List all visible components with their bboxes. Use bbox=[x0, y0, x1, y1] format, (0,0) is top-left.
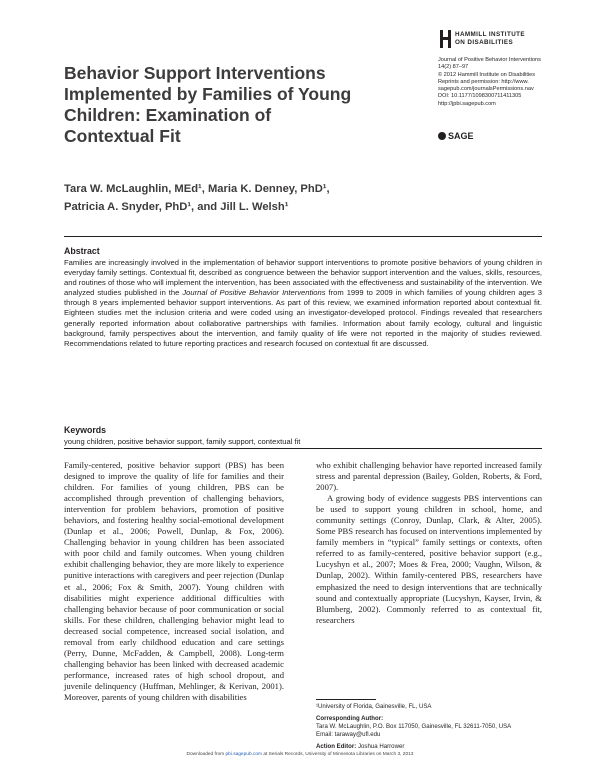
journal-title-italic: Journal of Positive Behavior Interventions bbox=[182, 288, 326, 298]
publisher-logo bbox=[440, 30, 560, 52]
action-editor: Action Editor: Joshua Harrower bbox=[316, 743, 405, 750]
journal-url[interactable]: http://jpbi.sagepub.com bbox=[438, 100, 496, 107]
sage-logo bbox=[438, 131, 474, 141]
footnote-divider bbox=[316, 699, 376, 700]
publisher-name-line2: ON DISABILITIES bbox=[455, 39, 514, 46]
divider bbox=[64, 236, 542, 237]
body-left-column bbox=[64, 460, 284, 703]
affiliation-note: ¹University of Florida, Gainesville, FL, USA bbox=[316, 703, 432, 710]
author-line-1: Tara W. McLaughlin, MEd¹, Maria K. Denney, PhD¹, bbox=[64, 183, 330, 195]
body-paragraph: Family-centered, positive behavior support (PBS) has been designed to improve the quality of life for families and their children. For families of young children, PBS can be accomplished through prevention of challenging behaviors, intervention for problem behaviors, promotion of positive behaviors, and fostering healthy social-emotional development (Dunlap et al., 2006; Powell, Dunlap, & Fox, 2006). Challenging behavior in young children has been associated with poor child and family outcomes. When young children exhibit challenging behavior, they are more likely to experience punitive interactions with caregivers and peer rejection (Dunlap et al., 2006; Fox & Smith, 2007). Young children with disabilities might experience additional difficulties with challenging behavior because of poor communication or social skills. For these children, challenging behavior might lead to decreased social competence, increased social isolation, and removal from early childhood education and care settings (Perry, Dunne, McFadden, & Campbell, 2008). Long-term challenging behavior has been linked with decreased academic performance, increased rates of high school dropout, and juvenile delinquency (Huffman, Mehlinger, & Kerivan, 2001). Moreover, parents of young children with disabilities bbox=[64, 460, 284, 702]
copyright: © 2012 Hammill Institute on Disabilities bbox=[438, 71, 536, 78]
corresponding-author-email[interactable]: Email: taraway@ufl.edu bbox=[316, 731, 381, 738]
corresponding-author-address: Tara W. McLaughlin, P.O. Box 117050, Gainesville, FL 32611-7050, USA bbox=[316, 723, 512, 730]
keywords-text: young children, positive behavior support, family support, contextual fit bbox=[64, 437, 301, 446]
keywords-heading: Keywords bbox=[64, 425, 107, 435]
download-link[interactable]: pbi.sagepub.com bbox=[225, 752, 263, 757]
divider bbox=[64, 448, 542, 449]
permissions-url[interactable]: sagepub.com/journalsPermissions.nav bbox=[438, 86, 534, 93]
author-list bbox=[64, 181, 414, 216]
journal-volume: 14(2) 87–97 bbox=[438, 64, 469, 71]
body-paragraph: who exhibit challenging behavior have reported increased family stress and parental depression (Bailey, Golden, Roberts, & Ford, 2007). bbox=[316, 460, 542, 493]
doi[interactable]: DOI: 10.1177/1098300711411305 bbox=[438, 93, 522, 100]
journal-info bbox=[438, 57, 588, 108]
abstract-heading: Abstract bbox=[64, 246, 100, 256]
sage-circle-icon bbox=[438, 132, 446, 140]
body-right-column bbox=[316, 460, 542, 626]
publisher-name-line1: HAMMILL INSTITUTE bbox=[455, 31, 525, 38]
download-note: Downloaded from pbi.sagepub.com at Serials Records, University of Minnesota Libraries on March 3, 2013 bbox=[186, 752, 414, 757]
journal-name: Journal of Positive Behavior Interventions bbox=[438, 57, 541, 63]
author-line-2: Patricia A. Snyder, PhD¹, and Jill L. Welsh¹ bbox=[64, 200, 289, 213]
corresponding-author-heading: Corresponding Author: bbox=[316, 715, 384, 722]
sage-logo-text: SAGE bbox=[448, 131, 474, 141]
hammill-logo-icon bbox=[440, 30, 452, 48]
footnotes bbox=[316, 703, 546, 751]
reprints-line: Reprints and permission: http://www. bbox=[438, 78, 529, 85]
abstract-text: Families are increasingly involved in the implementation of behavior support interventions to promote positive behaviors of young children in everyday family settings. Contextual fit, described as congruence between the behavior support intervention and the values, skills, resources, and routines of those who will implement the intervention, has been associated with the effectiveness and sustainability of the intervention. We analyzed studies published in the Journal of Positive Behavior Interventions from 1999 to 2009 in which families of young children ages 3 through 8 years implemented behavior support interventions. As part of this review, we examined information reported about contextual fit. Eighteen studies met the inclusion criteria and were coded using an investigator-developed protocol. Findings revealed that researchers generally reported information about collaborative partnerships with families. Information about family ecology, cultural and linguistic background, family perspectives about the intervention, and family quality of life were not reported in the majority of studies reviewed. Recommendations related to future reporting practices and research focused on contextual fit are discussed. bbox=[64, 258, 542, 348]
article-title: Behavior Support Interventions Implemented by Families of Young Children: Examination of Contextual Fit bbox=[64, 63, 352, 146]
body-paragraph: A growing body of evidence suggests PBS interventions can be used to support young children in school, home, and community settings (Conroy, Dunlap, Clark, & Alter, 2005). Some PBS research has focused on interventions implemented by family members in “typical” family settings or contexts, often referred to as family-centered, positive behavior support (e.g., Lucyshyn et al., 2007; Moes & Frea, 2000; Vaughn, Wilson, & Dunlap, 2002). Within family-centered PBS, researchers have emphasized the need to design interventions that are technically sound and contextually appropriate (Lucyshyn, Kayser, Irvin, & Blumberg, 2002). Commonly referred to as contextual fit, researchers bbox=[316, 493, 542, 625]
